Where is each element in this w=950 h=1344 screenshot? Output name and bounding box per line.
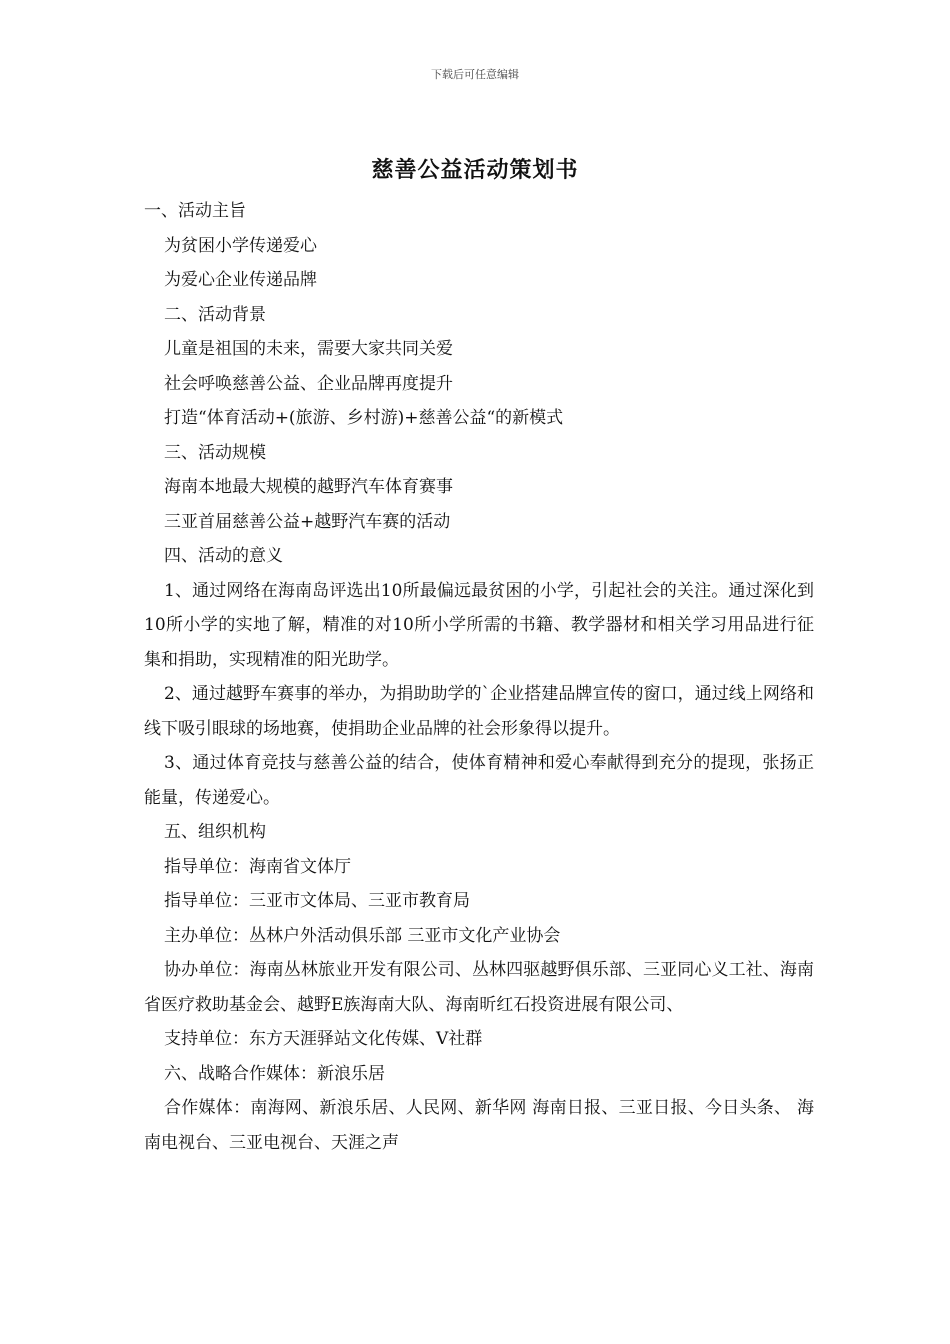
body-line: 为爱心企业传递品牌 bbox=[164, 270, 317, 290]
body-line: 五、组织机构 bbox=[164, 822, 266, 842]
body-line: 社会呼唤慈善公益、企业品牌再度提升 bbox=[164, 373, 453, 394]
body-line: 二、活动背景 bbox=[164, 304, 266, 325]
body-line: 三亚首届慈善公益+越野汽车赛的活动 bbox=[164, 511, 451, 532]
header-note: 下载后可任意编辑 bbox=[431, 68, 519, 81]
body-line: 为贫困小学传递爱心 bbox=[164, 235, 317, 256]
body-line: 六、战略合作媒体：新浪乐居 bbox=[164, 1063, 385, 1084]
body-line: 四、活动的意义 bbox=[164, 546, 283, 566]
document-title: 慈善公益活动策划书 bbox=[371, 158, 579, 183]
body-line: 支持单位：东方天涯驿站文化传媒、V社群 bbox=[164, 1029, 483, 1049]
body-paragraph: 3、通过体育竞技与慈善公益的结合，使体育精神和爱心奉献得到充分的提现，张扬正能量，传递爱心。 bbox=[144, 753, 814, 808]
body-line: 指导单位：海南省文体厅 bbox=[164, 856, 351, 877]
body-paragraph: 协办单位：海南丛林旅业开发有限公司、丛林四驱越野俱乐部、三亚同心义工社、海南省医疗救助基金会、越野E族海南大队、海南昕红石投资进展有限公司、 bbox=[144, 960, 814, 1015]
body-line: 打造“体育活动+(旅游、乡村游)+慈善公益“的新模式 bbox=[164, 408, 564, 428]
body-line: 指导单位：三亚市文体局、三亚市教育局 bbox=[164, 891, 470, 911]
body-line: 主办单位：丛林户外活动俱乐部 三亚市文化产业协会 bbox=[164, 925, 561, 946]
body-paragraph: 1、通过网络在海南岛评选出10所最偏远最贫困的小学，引起社会的关注。通过深化到10所小学的实地了解，精准的对10所小学所需的书籍、教学器材和相关学习用品进行征集和捐助，实现精准的阳光助学。 bbox=[144, 580, 814, 670]
body-line: 一、活动主旨 bbox=[144, 201, 246, 221]
body-paragraph: 合作媒体：南海网、新浪乐居、人民网、新华网 海南日报、三亚日报、今日头条、 海南电视台、三亚电视台、天涯之声 bbox=[144, 1098, 814, 1153]
body-paragraph: 2、通过越野车赛事的举办，为捐助助学的`企业搭建品牌宣传的窗口，通过线上网络和线下吸引眼球的场地赛，使捐助企业品牌的社会形象得以提升。 bbox=[144, 684, 814, 739]
body-line: 三、活动规模 bbox=[164, 442, 266, 463]
document-body bbox=[144, 194, 814, 1160]
body-line: 儿童是祖国的未来，需要大家共同关爱 bbox=[164, 339, 453, 359]
body-line: 海南本地最大规模的越野汽车体育赛事 bbox=[164, 477, 453, 497]
